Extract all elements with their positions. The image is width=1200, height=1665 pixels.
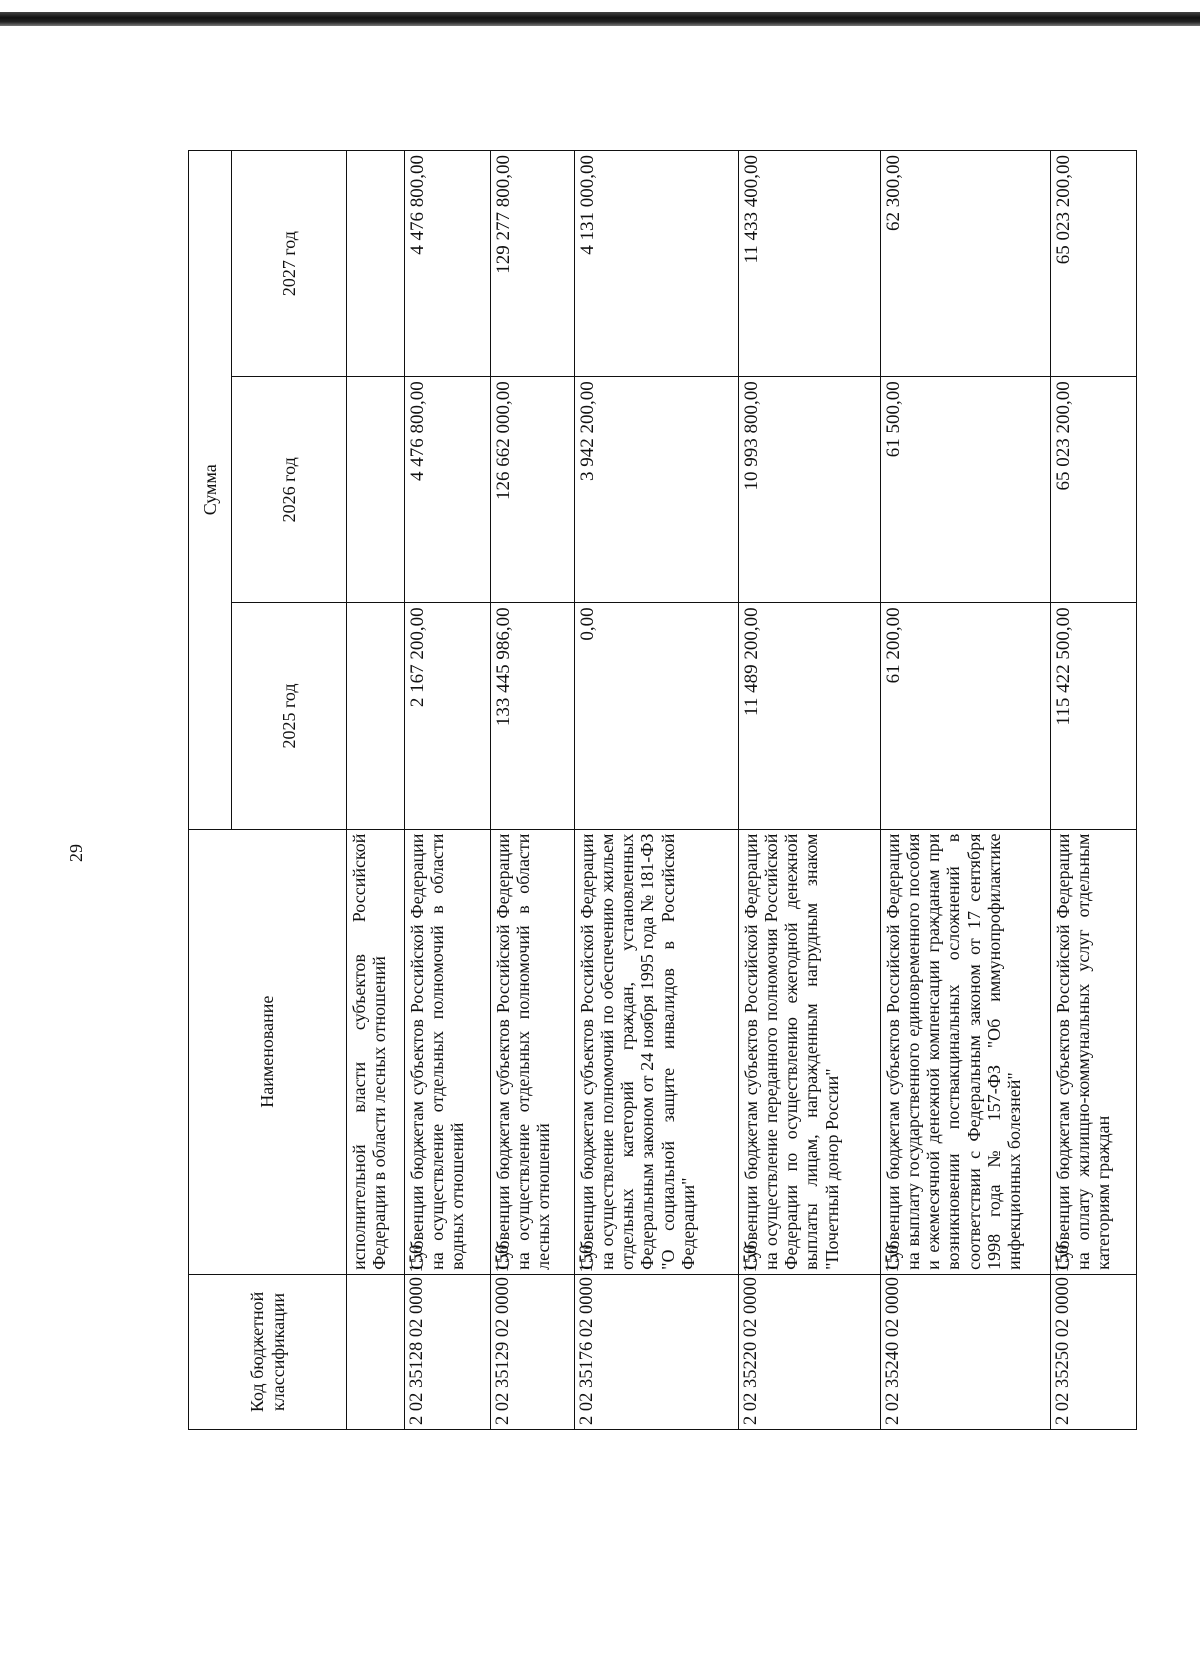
header-year-2025: 2025 год bbox=[232, 603, 347, 829]
table-row bbox=[347, 151, 405, 1430]
budget-table bbox=[188, 150, 1137, 1430]
table-row bbox=[405, 151, 491, 1430]
table-row bbox=[881, 151, 1051, 1430]
cell-2026: 61 500,00 bbox=[881, 377, 1051, 603]
rotated-table-wrapper bbox=[188, 150, 1114, 1430]
cell-2025: 115 422 500,00 bbox=[1051, 603, 1137, 829]
cell-name: исполнительной власти субъектов Российской Федерации в области лесных отношений bbox=[347, 829, 405, 1274]
header-name: Наименование bbox=[189, 829, 347, 1274]
cell-2027: 65 023 200,00 bbox=[1051, 151, 1137, 377]
cell-2027: 62 300,00 bbox=[881, 151, 1051, 377]
table-row bbox=[575, 151, 739, 1430]
cell-code: 2 02 35128 02 0000 150 bbox=[405, 1274, 491, 1429]
cell-2025: 11 489 200,00 bbox=[739, 603, 881, 829]
cell-2026: 3 942 200,00 bbox=[575, 377, 739, 603]
cell-2025 bbox=[347, 603, 405, 829]
cell-2025: 133 445 986,00 bbox=[491, 603, 575, 829]
cell-code: 2 02 35220 02 0000 150 bbox=[739, 1274, 881, 1429]
header-year-2027: 2027 год bbox=[232, 151, 347, 377]
cell-name: Субвенции бюджетам субъектов Российской Федерации на осуществление отдельных полномочий в области лесных отношений bbox=[491, 829, 575, 1274]
cell-2026: 10 993 800,00 bbox=[739, 377, 881, 603]
cell-2026: 4 476 800,00 bbox=[405, 377, 491, 603]
cell-2027: 4 476 800,00 bbox=[405, 151, 491, 377]
header-code: Код бюджетной классификации bbox=[189, 1274, 347, 1429]
cell-name: Субвенции бюджетам субъектов Российской Федерации на оплату жилищно-коммунальных услуг отдельным категориям граждан bbox=[1051, 829, 1137, 1274]
cell-code: 2 02 35240 02 0000 150 bbox=[881, 1274, 1051, 1429]
page-number: 29 bbox=[66, 844, 86, 862]
cell-name: Субвенции бюджетам субъектов Российской Федерации на осуществление переданного полномочия Российской Федерации по осуществлению ежегодной денежной выплаты лицам, награжденным нагрудным знаком "Почетный донор России" bbox=[739, 829, 881, 1274]
cell-code: 2 02 35129 02 0000 150 bbox=[491, 1274, 575, 1429]
table-row bbox=[739, 151, 881, 1430]
header-year-2026: 2026 год bbox=[232, 377, 347, 603]
cell-code bbox=[347, 1274, 405, 1429]
cell-2025: 0,00 bbox=[575, 603, 739, 829]
cell-name: Субвенции бюджетам субъектов Российской Федерации на осуществление отдельных полномочий в области водных отношений bbox=[405, 829, 491, 1274]
cell-2026: 126 662 000,00 bbox=[491, 377, 575, 603]
header-sum: Сумма bbox=[189, 151, 232, 830]
cell-name: Субвенции бюджетам субъектов Российской Федерации на осуществление полномочий по обеспечению жильем отдельных категорий граждан, установленных Федеральным законом от 24 ноября 1995 года № 181-ФЗ "О социальной защите инвалидов в Российской Федерации" bbox=[575, 829, 739, 1274]
cell-2027: 129 277 800,00 bbox=[491, 151, 575, 377]
cell-2027: 4 131 000,00 bbox=[575, 151, 739, 377]
cell-2026 bbox=[347, 377, 405, 603]
cell-code: 2 02 35176 02 0000 150 bbox=[575, 1274, 739, 1429]
table-row bbox=[491, 151, 575, 1430]
cell-code: 2 02 35250 02 0000 150 bbox=[1051, 1274, 1137, 1429]
scan-edge-bar bbox=[0, 12, 1200, 26]
cell-2025: 2 167 200,00 bbox=[405, 603, 491, 829]
table-row bbox=[1051, 151, 1137, 1430]
cell-2027: 11 433 400,00 bbox=[739, 151, 881, 377]
cell-2027 bbox=[347, 151, 405, 377]
cell-2025: 61 200,00 bbox=[881, 603, 1051, 829]
cell-name: Субвенции бюджетам субъектов Российской Федерации на выплату государственного единовременного пособия и ежемесячной денежной компенсации гражданам при возникновении поствакцинальных осложнений в соответствии с Федеральным законом от 17 сентября 1998 года № 157-ФЗ "Об иммунопрофилактике инфекционных болезней" bbox=[881, 829, 1051, 1274]
cell-2026: 65 023 200,00 bbox=[1051, 377, 1137, 603]
